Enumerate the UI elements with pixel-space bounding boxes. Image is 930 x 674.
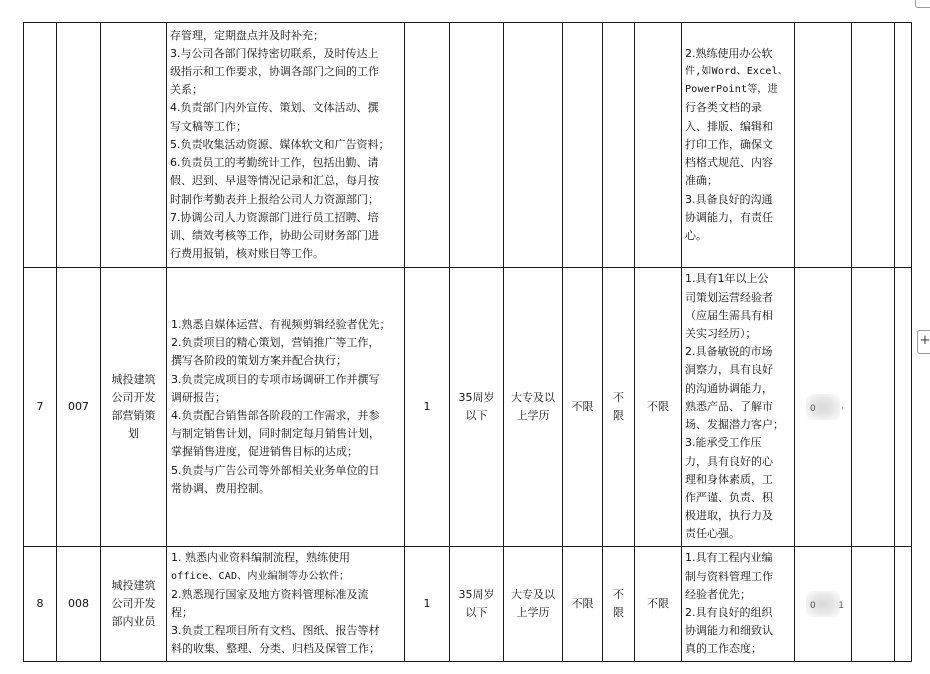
duty-line: 调研报告； [171, 390, 226, 404]
cell-major[interactable]: 不限 [563, 547, 603, 662]
cell-major[interactable]: 不限 [563, 268, 603, 547]
requirement-line: 行各类文档的录 [685, 101, 762, 115]
duty-line: 程； [171, 606, 193, 619]
redacted-contact [806, 591, 844, 617]
table-row [24, 547, 912, 662]
requirement-line: 件,如Word、Excel、 [685, 66, 789, 78]
cell-extra[interactable] [852, 547, 895, 662]
requirement-line: 2.熟练使用办公软 [685, 46, 773, 60]
cell-household[interactable]: 不限 [635, 268, 682, 547]
requirement-line: 打印工作，确保文 [685, 137, 773, 151]
cell-requirements[interactable] [682, 23, 795, 268]
cell-contact[interactable] [795, 268, 852, 547]
education-line: 大专及以 [511, 390, 555, 404]
duty-line: 常协调、费用控制。 [171, 481, 270, 495]
contact-mark: · [841, 404, 844, 414]
corner-handle-icon[interactable] [915, 0, 930, 8]
cell-education[interactable] [504, 23, 563, 268]
cell-age[interactable] [450, 547, 504, 662]
requirement-line: （应届生需具有相 [685, 308, 773, 322]
requirement-line: 极进取，执行力及 [685, 509, 773, 523]
requirement-line: 3.能承受工作压 [685, 436, 762, 450]
education-line: 上学历 [516, 409, 550, 422]
requirement-line: 理和身体素质，工 [685, 472, 773, 486]
cell-code[interactable]: 007 [57, 268, 101, 547]
requirement-line: 制与资料管理工作 [685, 569, 773, 583]
duty-line: 3.负责工程项目所有文档、图纸、报告等材 [171, 624, 380, 638]
duty-line: 料的收集、整理、分类、归档及保管工作； [171, 642, 380, 656]
requirement-line: 的沟通协调能力， [685, 381, 773, 395]
requirement-line: 经验者优先； [685, 587, 751, 601]
cell-no[interactable]: 7 [24, 268, 57, 547]
gender-line: 不 [613, 390, 624, 404]
cell-age[interactable] [450, 23, 504, 268]
cell-count[interactable]: 1 [405, 268, 450, 547]
requirement-line: 3.具备良好的沟通 [685, 192, 773, 206]
requirement-line: 1.具有1年以上公 [685, 272, 769, 286]
cell-count[interactable]: 1 [405, 547, 450, 662]
duty-line: 5.负责与广告公司等外部相关业务单位的日 [171, 463, 380, 477]
cell-duties[interactable] [167, 268, 405, 547]
duty-line: 1.熟悉自媒体运营、有视频剪辑经验者优先； [171, 317, 391, 331]
redacted-contact [806, 394, 844, 420]
duty-line: 假、迟到、早退等情况记录和汇总，每月按 [170, 174, 379, 188]
duty-line: 2.负责项目的精心策划，营销推广等工作， [171, 336, 380, 350]
cell-count[interactable] [405, 23, 450, 268]
duty-line: office、CAD、内业编制等办公软件； [171, 570, 350, 582]
contact-mark: 0 [810, 601, 816, 611]
cell-gender[interactable] [603, 268, 635, 547]
education-line: 大专及以 [511, 587, 555, 601]
requirement-line: 1.具有工程内业编 [685, 551, 773, 565]
cell-position[interactable] [101, 23, 167, 268]
duty-line: 4.负责配合销售部各阶段的工作需求，并参 [171, 409, 380, 422]
gender-line: 限 [613, 409, 624, 422]
position-line: 部内业员 [111, 615, 156, 629]
requirement-line: 洞察力，具有良好 [685, 363, 773, 377]
requirement-line: 责任心强。 [685, 527, 740, 541]
requirement-line: 司策划运营经验者 [685, 290, 773, 304]
cell-duties[interactable] [167, 547, 405, 662]
duty-line: 时制作考勤表并上报给公司人力资源部门； [170, 192, 379, 206]
duty-line: 4.负责部门内外宣传、策划、文体活动、撰 [170, 101, 379, 115]
duty-line: 5.负责收集活动资源、媒体软文和广告资料； [170, 137, 390, 151]
cell-education[interactable] [504, 547, 563, 662]
requirement-line: 入、排版、编辑和 [685, 119, 773, 133]
cell-education[interactable] [504, 268, 563, 547]
duty-line: 2.熟悉现行国家及地方资料管理标准及流 [171, 587, 369, 601]
age-line: 以下 [465, 606, 488, 619]
education-line: 上学历 [516, 606, 550, 619]
requirement-line: 2.具有良好的组织 [685, 606, 773, 619]
cell-extra[interactable] [852, 268, 895, 547]
cell-gender[interactable] [603, 547, 635, 662]
position-line: 部营销策 [111, 409, 156, 422]
contact-mark: 0 [810, 404, 816, 414]
requirement-line: 力，具有良好的心 [685, 454, 773, 468]
requirement-line: 真的工作态度； [685, 642, 762, 656]
cell-requirements[interactable] [682, 547, 795, 662]
duty-line: 行费用报销，核对账目等工作。 [170, 247, 324, 261]
requirement-line: 协调能力，有责任 [685, 210, 773, 224]
cell-edge [895, 547, 912, 662]
requirement-line: 心。 [685, 228, 707, 242]
requirement-line: 关实习经历）； [685, 327, 757, 341]
cell-age[interactable] [450, 268, 504, 547]
duty-line: 3.负责完成项目的专项市场调研工作并撰写 [171, 372, 380, 386]
requirement-line: PowerPoint等，进 [685, 84, 778, 96]
duty-line: 存管理，定期盘点并及时补充； [170, 28, 324, 42]
position-line: 公司开发 [111, 596, 156, 610]
cell-edge [895, 23, 912, 268]
requirement-line: 熟悉产品、了解市 [685, 399, 773, 413]
duty-line: 掌握销售进度，促进销售目标的达成； [171, 445, 358, 459]
duty-line: 撰写各阶段的策划方案并配合执行； [171, 354, 347, 368]
cell-contact[interactable] [795, 547, 852, 662]
cell-requirements[interactable] [682, 268, 795, 547]
requirement-line: 档格式规范、内容 [685, 156, 773, 170]
cell-gender[interactable] [603, 23, 635, 268]
position-line: 城投建筑 [111, 578, 156, 592]
gender-line: 不 [613, 587, 624, 601]
expand-plus-icon[interactable]: + [917, 330, 930, 354]
duty-line: 6.负责员工的考勤统计工作，包括出勤、请 [170, 156, 379, 170]
duty-line: 训、绩效考核等工作，协助公司财务部门进 [170, 228, 379, 242]
requirement-line: 场、发掘潜力客户； [685, 418, 784, 432]
cell-contact[interactable] [795, 23, 852, 268]
requirement-line: 协调能力和细致认 [685, 624, 773, 638]
requirement-line: 准确； [685, 174, 718, 188]
position-line: 城投建筑 [111, 372, 156, 386]
table-row [24, 23, 912, 268]
cell-major[interactable] [563, 23, 603, 268]
cell-position[interactable] [101, 547, 167, 662]
cell-extra[interactable] [852, 23, 895, 268]
duty-line: 7.协调公司人力资源部门进行员工招聘、培 [170, 210, 379, 224]
cell-code[interactable]: 008 [57, 547, 101, 662]
age-line: 以下 [465, 409, 488, 422]
gender-line: 限 [613, 606, 624, 619]
cell-position[interactable] [101, 268, 167, 547]
requirement-line: 2.具备敏锐的市场 [685, 345, 773, 359]
duty-line: 1. 熟悉内业资料编制流程，熟练使用 [171, 551, 350, 565]
cell-household[interactable] [635, 23, 682, 268]
age-line: 35周岁 [458, 390, 495, 404]
duty-line: 与制定销售计划，同时制定每月销售计划， [171, 427, 380, 441]
cell-code[interactable] [57, 23, 101, 268]
table-row [24, 268, 912, 547]
cell-no[interactable]: 8 [24, 547, 57, 662]
duty-line: 关系； [170, 83, 203, 97]
duty-line: 级指示和工作要求，协调各部门之间的工作 [170, 65, 379, 79]
job-positions-table [23, 22, 912, 662]
duty-line: 写文稿等工作； [170, 119, 247, 133]
cell-duties[interactable] [167, 23, 405, 268]
cell-no[interactable] [24, 23, 57, 268]
duty-line: 3.与公司各部门保持密切联系，及时传达上 [170, 46, 379, 60]
position-line: 公司开发 [111, 390, 156, 404]
cell-edge [895, 268, 912, 547]
position-line: 划 [128, 427, 139, 441]
age-line: 35周岁 [458, 587, 495, 601]
contact-mark: 1 [838, 601, 844, 611]
requirement-line: 作严谨、负责、积 [685, 490, 773, 504]
cell-household[interactable]: 不限 [635, 547, 682, 662]
